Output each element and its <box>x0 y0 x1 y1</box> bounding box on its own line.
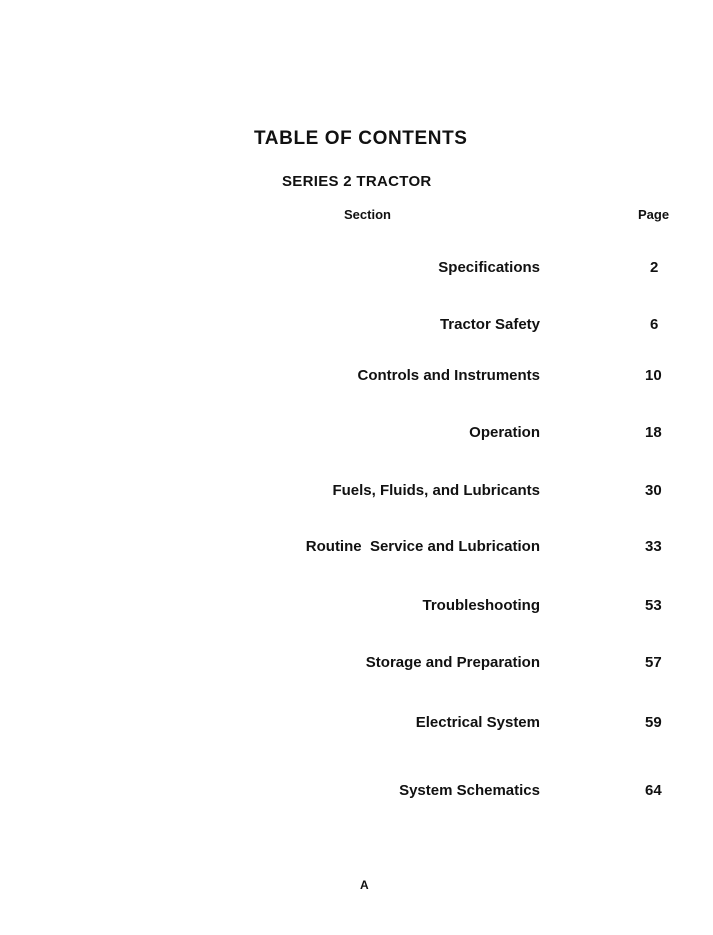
toc-entry-page: 2 <box>650 259 659 276</box>
toc-entry-section: Electrical System <box>415 714 540 731</box>
toc-entry <box>0 654 713 676</box>
toc-entry <box>0 782 713 804</box>
toc-entry-section: Specifications <box>438 259 540 276</box>
toc-entry-page: 59 <box>645 714 662 731</box>
toc-entry-section: System Schematics <box>399 782 540 799</box>
toc-entry-page: 6 <box>650 316 659 333</box>
toc-entry-page: 10 <box>645 367 662 384</box>
toc-entry <box>0 714 713 736</box>
toc-entry-section: Storage and Preparation <box>365 654 540 671</box>
toc-entry-section: Controls and Instruments <box>357 367 540 384</box>
page-title: TABLE OF CONTENTS <box>254 128 468 149</box>
toc-entry <box>0 367 713 389</box>
toc-entry <box>0 482 713 504</box>
toc-entry <box>0 424 713 446</box>
column-header-section: Section <box>344 207 391 222</box>
page-footer-letter: A <box>360 878 369 892</box>
toc-entry-page: 33 <box>645 538 662 555</box>
toc-entry <box>0 597 713 619</box>
toc-entry <box>0 538 713 560</box>
column-header-page: Page <box>638 207 670 222</box>
toc-entry-page: 57 <box>645 654 662 671</box>
toc-entry-page: 30 <box>645 482 662 499</box>
page-subtitle: SERIES 2 TRACTOR <box>282 173 432 190</box>
toc-entry-section: Fuels, Fluids, and Lubricants <box>332 482 540 499</box>
toc-entry <box>0 316 713 338</box>
toc-entry-section: Operation <box>469 424 540 441</box>
toc-entry-page: 18 <box>645 424 662 441</box>
toc-entry-section: Tractor Safety <box>439 316 540 333</box>
toc-entry-section: Troubleshooting <box>422 597 540 614</box>
toc-entry-page: 53 <box>645 597 662 614</box>
toc-entry-section: Routine Service and Lubrication <box>305 538 540 555</box>
toc-entry-page: 64 <box>645 782 662 799</box>
toc-entry <box>0 259 713 281</box>
